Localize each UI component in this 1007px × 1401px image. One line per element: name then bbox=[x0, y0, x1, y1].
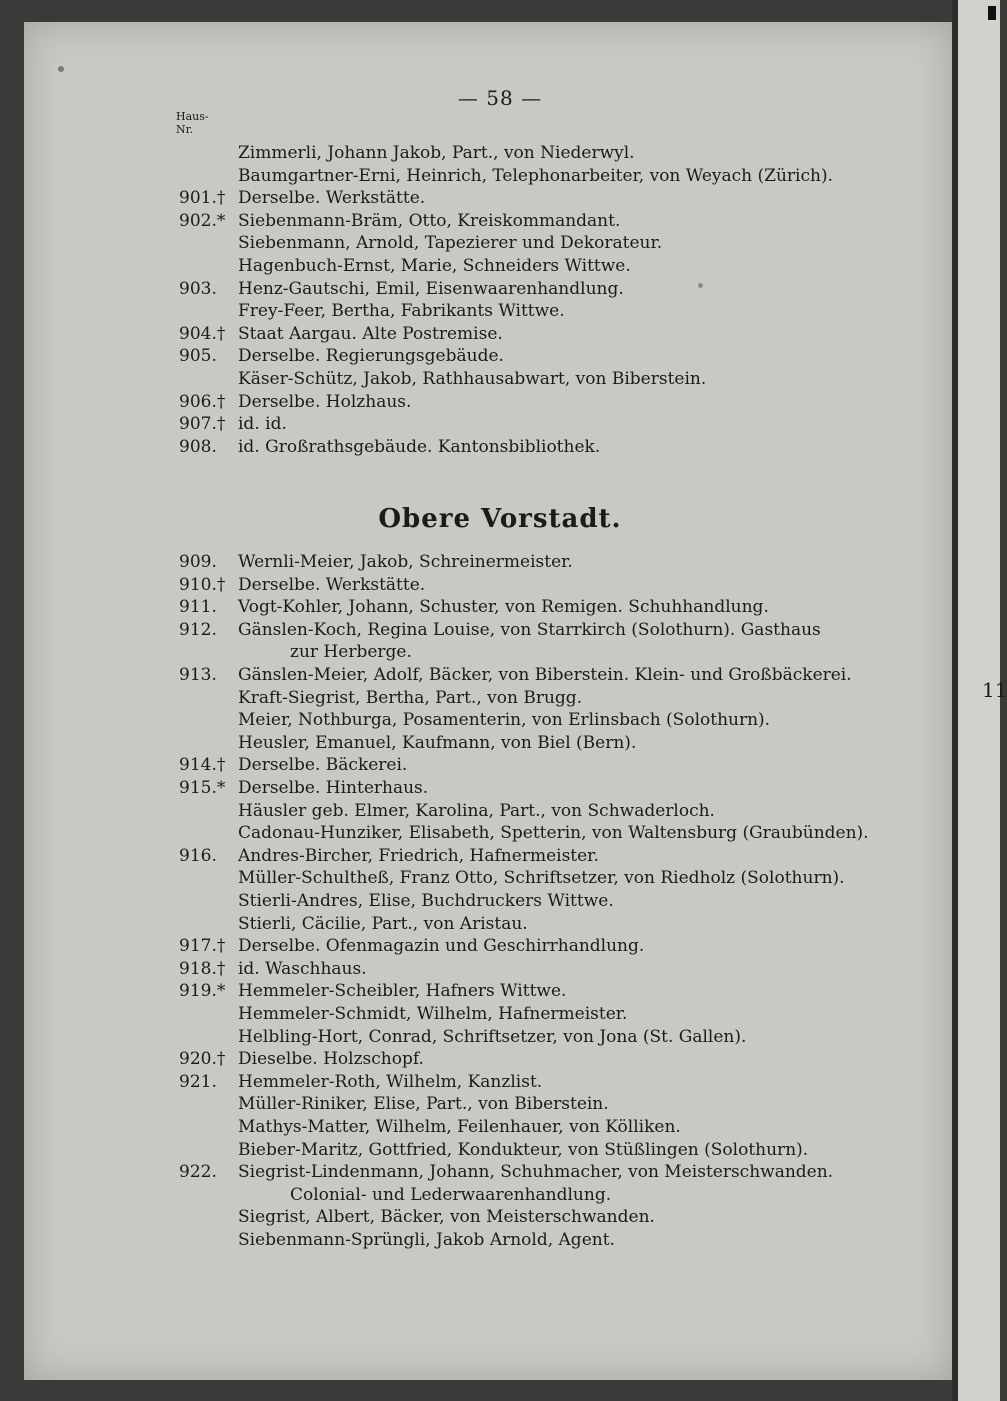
entry-text: Zimmerli, Johann Jakob, Part., von Niederwyl. bbox=[238, 143, 635, 163]
entry-text: Staat Aargau. Alte Postremise. bbox=[238, 323, 503, 344]
entry-text: Müller-Schultheß, Franz Otto, Schriftsetzer, von Riedholz (Solothurn). bbox=[238, 868, 845, 889]
house-number: 911. bbox=[179, 597, 217, 618]
entry-text: Derselbe. Hinterhaus. bbox=[238, 778, 429, 798]
entry-text: Henz-Gautschi, Emil, Eisenwaarenhandlung. bbox=[238, 278, 624, 299]
entry-text: Wernli-Meier, Jakob, Schreinermeister. bbox=[238, 552, 573, 572]
entry-text: Cadonau-Hunziker, Elisabeth, Spetterin, von Waltensburg (Graubünden). bbox=[238, 823, 869, 844]
house-number: 915.* bbox=[179, 778, 226, 798]
entry-text: Bieber-Maritz, Gottfried, Kondukteur, von Stüßlingen (Solothurn). bbox=[238, 1139, 809, 1160]
entry-text: Heusler, Emanuel, Kaufmann, von Biel (Bern). bbox=[238, 732, 637, 753]
house-number: 917.† bbox=[179, 936, 226, 957]
entry-text: Kraft-Siegrist, Bertha, Part., von Brugg. bbox=[238, 687, 583, 708]
entry-text: Siegrist-Lindenmann, Johann, Schuhmacher, von Meisterschwanden. bbox=[238, 1162, 834, 1183]
house-number: 906.† bbox=[179, 391, 226, 412]
entry-text: Gänslen-Meier, Adolf, Bäcker, von Biberstein. Klein- und Großbäckerei. bbox=[238, 665, 852, 685]
entry-text: Meier, Nothburga, Posamenterin, von Erlinsbach (Solothurn). bbox=[238, 710, 771, 731]
entry-text: Derselbe. Ofenmagazin und Geschirrhandlung. bbox=[238, 936, 645, 957]
entry-text: Stierli, Cäcilie, Part., von Aristau. bbox=[238, 913, 528, 934]
house-number: 907.† bbox=[179, 414, 226, 435]
entry-text: Frey-Feer, Bertha, Fabrikants Wittwe. bbox=[238, 301, 565, 322]
entry-text: Dieselbe. Holzschopf. bbox=[238, 1049, 424, 1070]
house-number: 903. bbox=[179, 278, 217, 299]
entry-text: Hemmeler-Roth, Wilhelm, Kanzlist. bbox=[238, 1071, 543, 1092]
entry-text: Colonial- und Lederwaarenhandlung. bbox=[290, 1184, 612, 1205]
house-number: 919.* bbox=[179, 981, 226, 1002]
house-number: 912. bbox=[179, 619, 217, 640]
entry-text: id. Großrathsgebäude. Kantonsbibliothek. bbox=[238, 436, 601, 457]
entry-text: Siebenmann-Sprüngli, Jakob Arnold, Agent. bbox=[238, 1230, 615, 1250]
entry-text: Siebenmann, Arnold, Tapezierer und Dekorateur. bbox=[238, 233, 663, 254]
house-number: 914.† bbox=[179, 755, 226, 776]
side-page-number: 11 bbox=[982, 678, 1007, 702]
entry-text: zur Herberge. bbox=[290, 642, 412, 663]
entry-text: Baumgartner-Erni, Heinrich, Telephonarbeiter, von Weyach (Zürich). bbox=[238, 165, 833, 186]
entry-text: id. id. bbox=[238, 414, 287, 435]
entry-text: Häusler geb. Elmer, Karolina, Part., von Schwaderloch. bbox=[238, 800, 715, 821]
entry-text: Siebenmann-Bräm, Otto, Kreiskommandant. bbox=[238, 210, 621, 231]
entry-text: Derselbe. Werkstätte. bbox=[238, 574, 426, 595]
house-number: 920.† bbox=[179, 1049, 226, 1070]
house-number: 902.* bbox=[179, 210, 226, 231]
house-number: 913. bbox=[179, 665, 217, 685]
entry-text: Vogt-Kohler, Johann, Schuster, von Remigen. Schuhhandlung. bbox=[238, 597, 769, 618]
house-number: 909. bbox=[179, 552, 217, 572]
house-number: 921. bbox=[179, 1071, 217, 1092]
house-number: 908. bbox=[179, 436, 217, 457]
entry-text: id. Waschhaus. bbox=[238, 958, 367, 979]
entry-text: Stierli-Andres, Elise, Buchdruckers Wittwe. bbox=[238, 891, 614, 911]
spine-mark bbox=[988, 6, 996, 20]
entry-text: Hemmeler-Scheibler, Hafners Wittwe. bbox=[238, 981, 567, 1002]
column-header-haus-nr: Haus-Nr. bbox=[176, 110, 209, 136]
house-number: 916. bbox=[179, 845, 217, 866]
house-number: 910.† bbox=[179, 574, 226, 595]
house-number: 918.† bbox=[179, 958, 226, 979]
entry-text: Hagenbuch-Ernst, Marie, Schneiders Wittwe. bbox=[238, 256, 631, 276]
entry-text: Hemmeler-Schmidt, Wilhelm, Hafnermeister. bbox=[238, 1004, 628, 1024]
section-title: Obere Vorstadt. bbox=[378, 504, 622, 534]
entry-text: Andres-Bircher, Friedrich, Hafnermeister. bbox=[238, 845, 599, 866]
paper-speck bbox=[58, 66, 64, 72]
entry-text: Derselbe. Bäckerei. bbox=[238, 755, 408, 776]
house-number: 922. bbox=[179, 1162, 217, 1183]
entry-text: Derselbe. Regierungsgebäude. bbox=[238, 346, 504, 367]
house-number: 901.† bbox=[179, 188, 226, 209]
house-number: 904.† bbox=[179, 323, 226, 344]
house-number: 905. bbox=[179, 346, 217, 367]
entry-text: Mathys-Matter, Wilhelm, Feilenhauer, von Kölliken. bbox=[238, 1117, 681, 1137]
entry-text: Käser-Schütz, Jakob, Rathhausabwart, von Biberstein. bbox=[238, 369, 707, 389]
entry-text: Derselbe. Holzhaus. bbox=[238, 391, 412, 412]
page-number: — 58 — bbox=[457, 86, 543, 110]
entry-text: Siegrist, Albert, Bäcker, von Meisterschwanden. bbox=[238, 1207, 655, 1228]
entry-text: Müller-Riniker, Elise, Part., von Biberstein. bbox=[238, 1094, 609, 1115]
entry-text: Gänslen-Koch, Regina Louise, von Starrkirch (Solothurn). Gasthaus bbox=[238, 619, 821, 640]
paper-speck bbox=[698, 283, 703, 288]
entry-text: Helbling-Hort, Conrad, Schriftsetzer, von Jona (St. Gallen). bbox=[238, 1026, 747, 1047]
entry-text: Derselbe. Werkstätte. bbox=[238, 188, 426, 209]
